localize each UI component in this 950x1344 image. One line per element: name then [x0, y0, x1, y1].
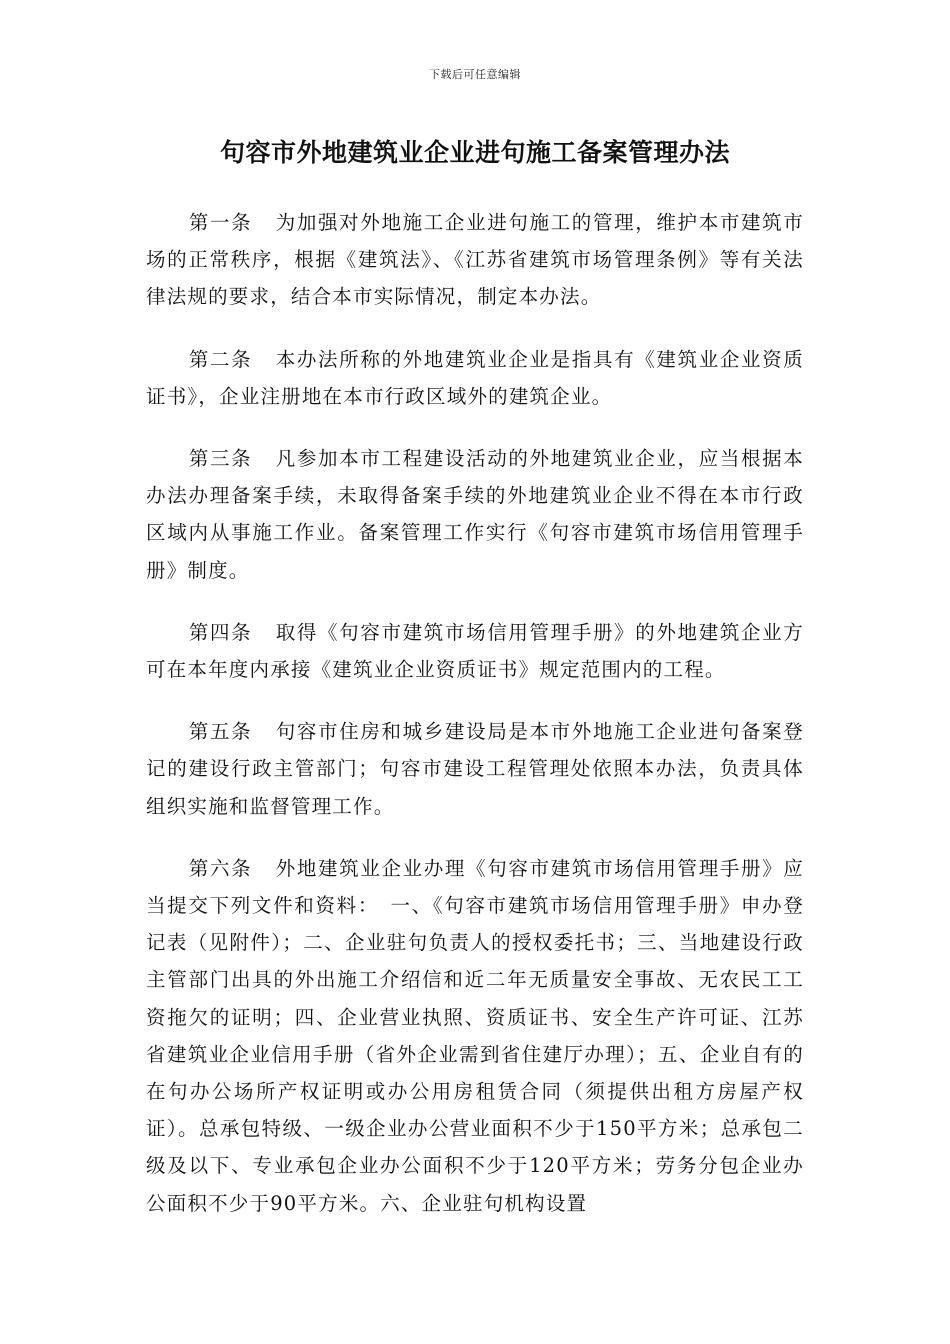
article-text: 凡参加本市工程建设活动的外地建筑业企业，应当根据本办法办理备案手续，未取得备案手续的外地建筑业企业不得在本市行政区域内从事施工作业。备案管理工作实行《句容市建筑市场信用管理手册》制度。 [146, 447, 804, 582]
article-number: 第一条 [188, 211, 253, 234]
document-body [146, 204, 804, 1247]
article-number: 第五条 [188, 720, 253, 744]
article-text: 句容市住房和城乡建设局是本市外地施工企业进句备案登记的建设行政主管部门；句容市建设工程管理处依照本办法，负责具体组织实施和监督管理工作。 [146, 720, 804, 818]
article-number: 第四条 [188, 620, 253, 644]
article-text: 为加强对外地施工企业进句施工的管理，维护本市建筑市场的正常秩序，根据《建筑法》、《江苏省建筑市场管理条例》等有关法律法规的要求，结合本市实际情况，制定本办法。 [146, 211, 804, 309]
article-6 [146, 850, 804, 1222]
article-text: 本办法所称的外地建筑业企业是指具有《建筑业企业资质证书》，企业注册地在本市行政区域外的建筑企业。 [146, 347, 804, 408]
article-3 [146, 440, 804, 589]
article-text: 取得《句容市建筑市场信用管理手册》的外地建筑企业方可在本年度内承接《建筑业企业资质证书》规定范围内的工程。 [146, 620, 804, 682]
article-number: 第三条 [188, 447, 253, 471]
article-4 [146, 614, 804, 688]
article-number: 第六条 [188, 856, 253, 880]
article-5 [146, 713, 804, 825]
document-title: 句容市外地建筑业企业进句施工备案管理办法 [219, 138, 730, 167]
article-text: 外地建筑业企业办理《句容市建筑市场信用管理手册》应当提交下列文件和资料： 一、《句容市建筑市场信用管理手册》申办登记表（见附件）；二、企业驻句负责人的授权委托书；三、当地建设行政主管部门出具的外出施工介绍信和近二年无质量安全事故、无农民工工资拖欠的证明；四、企业营业执照、资质证书、安全生产许可证、江苏省建筑业企业信用手册（省外企业需到省住建厅办理）；五、企业自有的在句办公场所产权证明或办公用房租赁合同（须提供出租方房屋产权证）。总承包特级、一级企业办公营业面积不少于150平方米；总承包二级及以下、专业承包企业办公面积不少于120平方米；劳务分包企业办公面积不少于90平方米。六、企业驻句机构设置 [146, 856, 804, 1215]
article-number: 第二条 [188, 347, 253, 371]
header-note: 下载后可任意编辑 [429, 68, 521, 81]
article-2 [146, 341, 804, 415]
article-1 [146, 204, 804, 316]
